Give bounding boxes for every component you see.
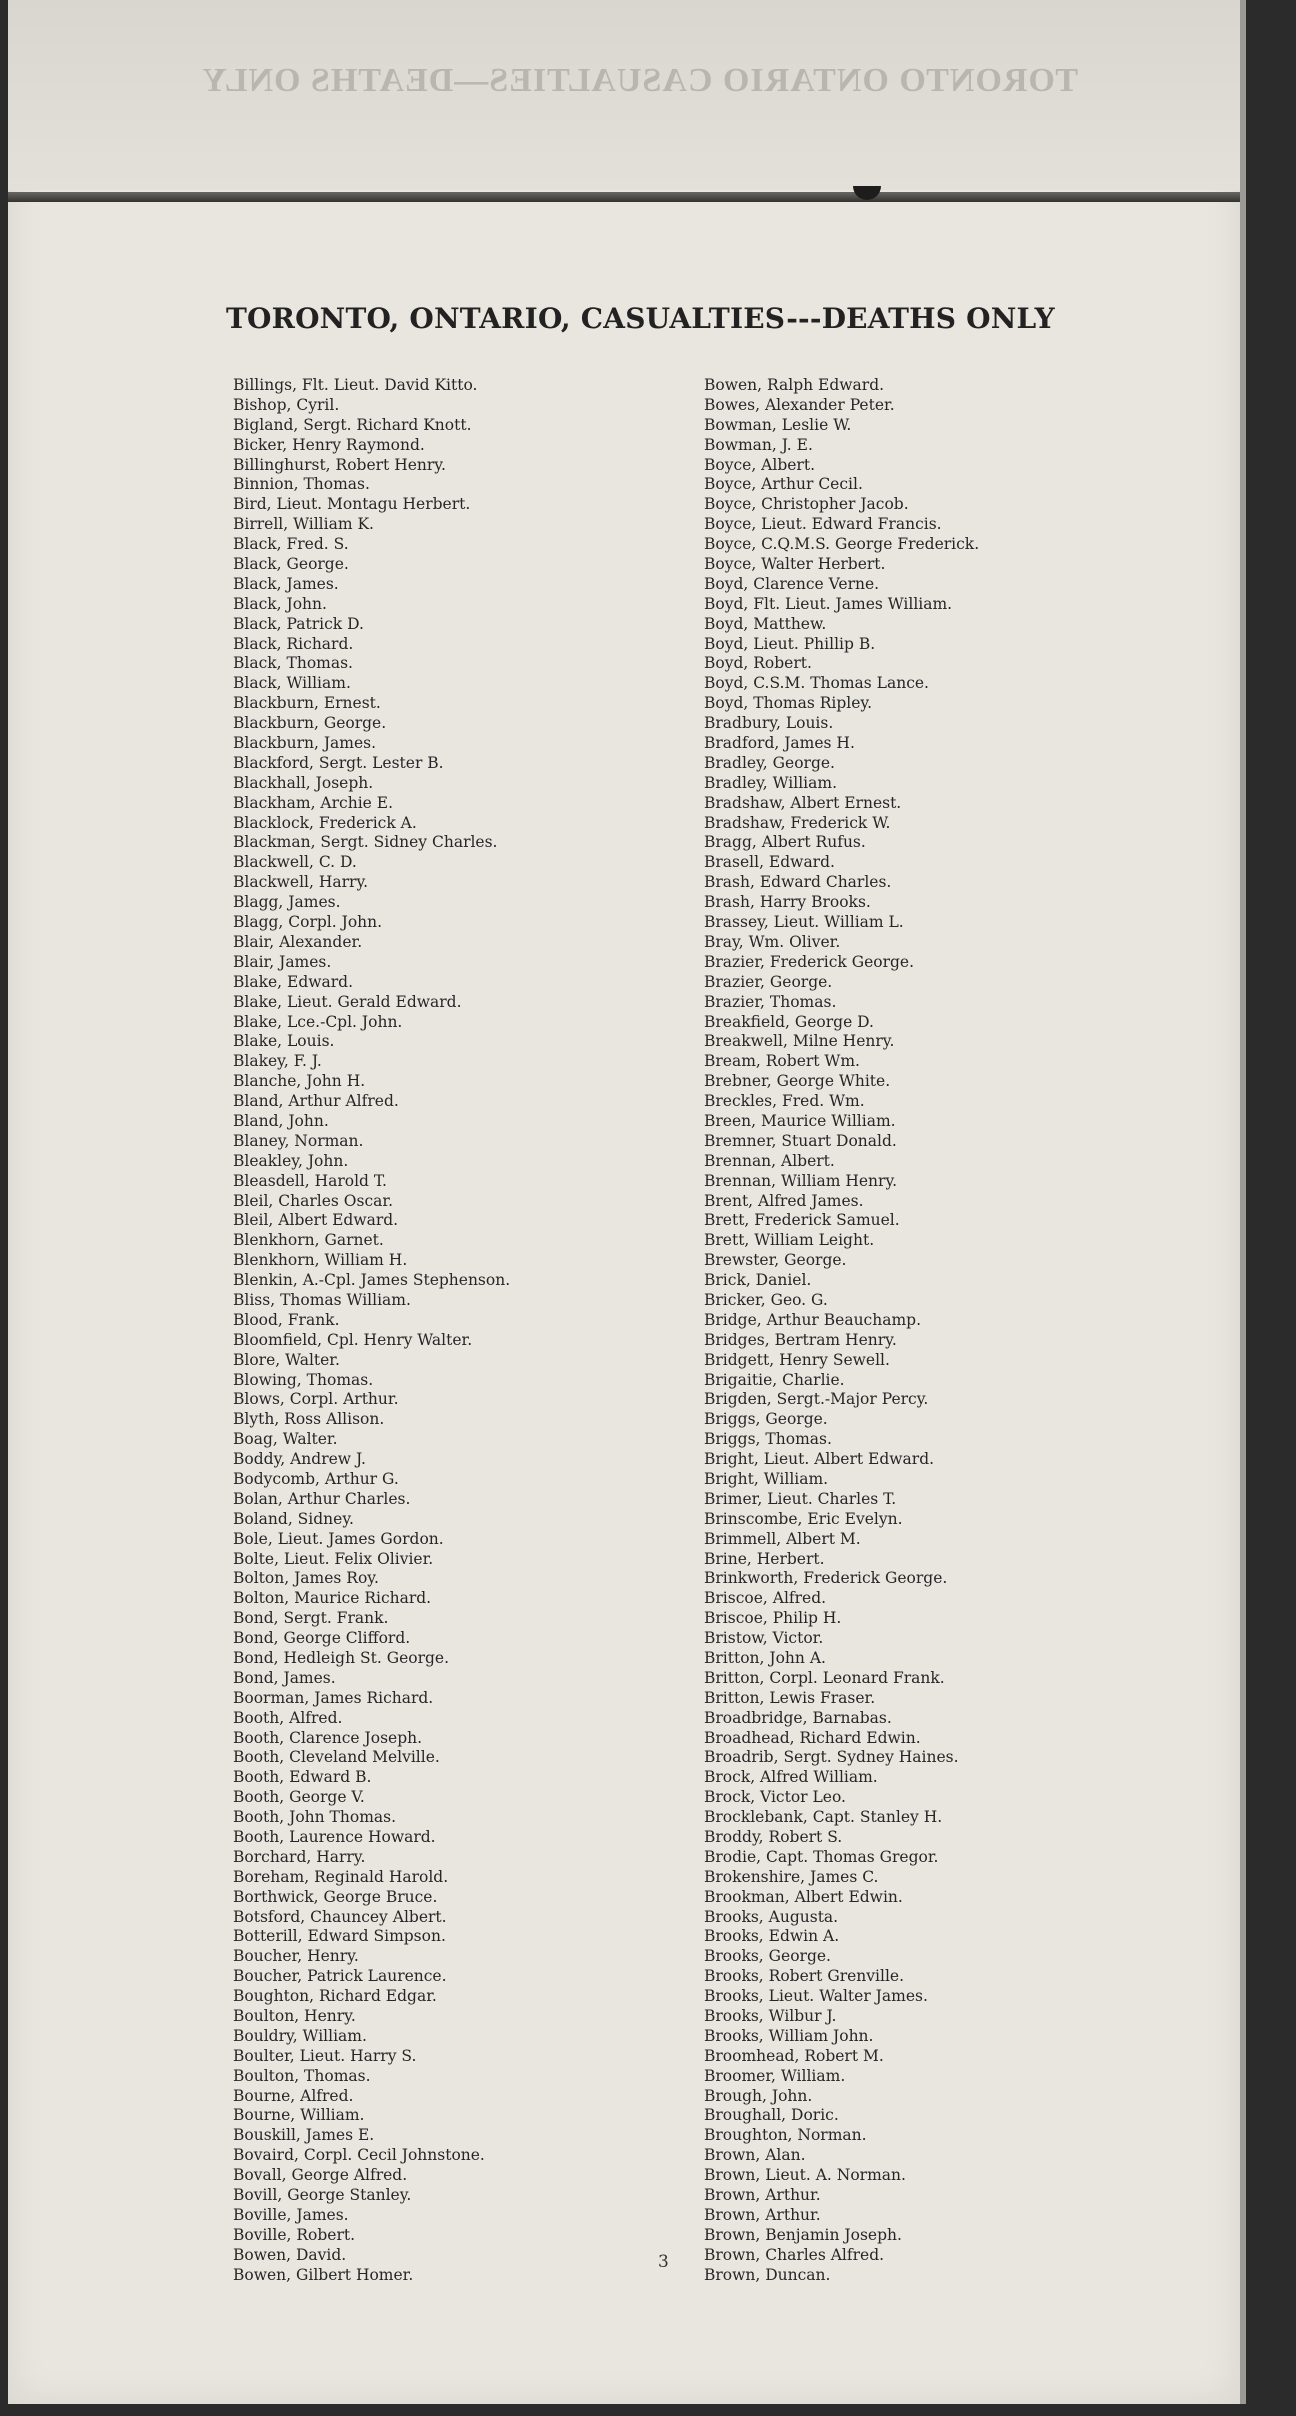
casualty-entry: Booth, George V. (233, 1788, 365, 1807)
casualty-entry: Bolan, Arthur Charles. (233, 1489, 411, 1508)
casualty-entry: Bradshaw, Albert Ernest. (704, 793, 902, 812)
casualty-entry: Brock, Alfred William. (704, 1768, 878, 1787)
casualty-entry: Brooks, George. (704, 1947, 831, 1966)
casualty-entry: Boughton, Richard Edgar. (233, 1987, 437, 2006)
casualty-entry: Bigland, Sergt. Richard Knott. (233, 415, 472, 434)
casualty-entry: Boville, James. (233, 2205, 349, 2224)
casualty-entry: Brigden, Sergt.-Major Percy. (704, 1390, 929, 1409)
casualty-entry: Blackman, Sergt. Sidney Charles. (233, 833, 498, 852)
casualty-entry: Blake, Louis. (233, 1032, 335, 1051)
casualty-entry: Brimmell, Albert M. (704, 1529, 861, 1548)
casualty-entry: Bright, William. (704, 1469, 829, 1488)
casualty-entry: Breckles, Fred. Wm. (704, 1092, 865, 1111)
casualty-entry: Broughton, Norman. (704, 2126, 867, 2145)
casualty-entry: Bragg, Albert Rufus. (704, 833, 866, 852)
casualty-entry: Boville, Robert. (233, 2225, 356, 2244)
casualty-entry: Bolton, James Roy. (233, 1569, 379, 1588)
casualty-entry: Broadrib, Sergt. Sydney Haines. (704, 1748, 959, 1767)
casualty-entry: Bowen, Ralph Edward. (704, 376, 885, 394)
casualty-entry: Bristow, Victor. (704, 1629, 824, 1648)
casualty-entry: Bishop, Cyril. (233, 395, 340, 414)
casualty-entry: Broomer, William. (704, 2066, 846, 2085)
casualty-entry: Bovill, George Stanley. (233, 2186, 412, 2205)
casualty-entry: Breakwell, Milne Henry. (704, 1032, 895, 1051)
casualty-entry: Bridges, Bertram Henry. (704, 1330, 897, 1349)
casualty-entry: Boyd, Clarence Verne. (704, 574, 880, 593)
casualty-entry: Blowing, Thomas. (233, 1370, 374, 1389)
casualty-entry: Boyce, Arthur Cecil. (704, 475, 863, 494)
casualty-entry: Black, George. (233, 555, 349, 574)
casualty-entry: Black, William. (233, 674, 351, 693)
casualty-entry: Brooks, Edwin A. (704, 1927, 840, 1946)
casualty-entry: Bleil, Albert Edward. (233, 1211, 399, 1230)
casualty-entry: Boyce, Lieut. Edward Francis. (704, 515, 942, 534)
casualty-entry: Brigaitie, Charlie. (704, 1370, 845, 1389)
casualty-entry: Bland, John. (233, 1111, 329, 1130)
casualty-entry: Booth, Alfred. (233, 1708, 343, 1727)
casualty-entry: Brash, Edward Charles. (704, 873, 892, 892)
casualty-entry: Blenkhorn, William H. (233, 1251, 408, 1270)
casualty-entry: Boyce, Walter Herbert. (704, 555, 886, 574)
casualty-entry: Brokenshire, James C. (704, 1867, 879, 1886)
casualty-entry: Boucher, Patrick Laurence. (233, 1967, 447, 1986)
casualty-entry: Bowman, J. E. (704, 435, 813, 454)
casualty-entry: Blake, Lce.-Cpl. John. (233, 1012, 403, 1031)
casualty-entry: Brown, Charles Alfred. (704, 2245, 885, 2264)
casualty-entry: Brazier, Frederick George. (704, 952, 915, 971)
casualty-entry: Bond, Hedleigh St. George. (233, 1649, 450, 1667)
casualty-entry: Bray, Wm. Oliver. (704, 932, 841, 951)
casualty-entry: Brazier, Thomas. (704, 992, 837, 1011)
casualty-entry: Blackburn, James. (233, 734, 377, 753)
casualty-entry: Blagg, Corpl. John. (233, 913, 383, 932)
casualty-entry: Boyce, C.Q.M.S. George Frederick. (704, 535, 980, 554)
casualty-entry: Broddy, Robert S. (704, 1828, 843, 1847)
casualty-entry: Blackford, Sergt. Lester B. (233, 753, 444, 772)
casualty-entry: Brassey, Lieut. William L. (704, 913, 904, 932)
casualty-entry: Brine, Herbert. (704, 1549, 825, 1568)
casualty-entry: Breakfield, George D. (704, 1012, 874, 1031)
casualty-entry: Bovall, George Alfred. (233, 2166, 408, 2185)
casualty-entry: Brookman, Albert Edwin. (704, 1887, 903, 1906)
casualty-entry: Bolton, Maurice Richard. (233, 1589, 432, 1608)
casualty-entry: Broadhead, Richard Edwin. (704, 1728, 921, 1747)
casualty-entry: Boulter, Lieut. Harry S. (233, 2046, 417, 2065)
casualty-entry: Black, James. (233, 574, 339, 593)
casualty-entry: Blake, Lieut. Gerald Edward. (233, 992, 462, 1011)
casualty-entry: Brazier, George. (704, 972, 833, 991)
casualty-entry: Bowen, Gilbert Homer. (233, 2265, 414, 2284)
casualty-entry: Bourne, Alfred. (233, 2086, 354, 2105)
casualty-entry: Binnion, Thomas. (233, 475, 370, 494)
casualty-entry: Borthwick, George Bruce. (233, 1887, 438, 1906)
casualty-entry: Bleakley, John. (233, 1151, 349, 1170)
casualty-entry: Bird, Lieut. Montagu Herbert. (233, 495, 471, 514)
casualty-entry: Blackhall, Joseph. (233, 773, 374, 792)
casualty-entry: Brocklebank, Capt. Stanley H. (704, 1808, 943, 1827)
casualty-entry: Blackburn, Ernest. (233, 694, 381, 713)
casualty-entry: Black, John. (233, 594, 327, 613)
casualty-entry: Blyth, Ross Allison. (233, 1410, 385, 1429)
casualty-entry: Blaney, Norman. (233, 1131, 364, 1150)
casualty-entry: Billinghurst, Robert Henry. (233, 455, 446, 474)
right-name-column (704, 376, 979, 2286)
casualty-entry: Black, Fred. S. (233, 535, 349, 554)
casualty-entry: Bland, Arthur Alfred. (233, 1092, 399, 1111)
casualty-entry: Bicker, Henry Raymond. (233, 435, 425, 454)
casualty-entry: Bouskill, James E. (233, 2126, 375, 2145)
casualty-entry: Brewster, George. (704, 1251, 847, 1270)
casualty-entry: Brown, Arthur. (704, 2205, 821, 2224)
casualty-entry: Brown, Duncan. (704, 2265, 831, 2284)
casualty-entry: Brooks, Robert Grenville. (704, 1967, 905, 1986)
casualty-entry: Breen, Maurice William. (704, 1111, 896, 1130)
casualty-entry: Bradford, James H. (704, 734, 855, 753)
casualty-entry: Bleasdell, Harold T. (233, 1171, 387, 1190)
casualty-entry: Boddy, Andrew J. (233, 1450, 366, 1469)
casualty-entry: Boyd, C.S.M. Thomas Lance. (704, 674, 929, 693)
casualty-entry: Brown, Lieut. A. Norman. (704, 2166, 906, 2185)
casualty-entry: Bridge, Arthur Beauchamp. (704, 1310, 921, 1329)
casualty-entry: Brough, John. (704, 2086, 813, 2105)
casualty-entry: Bright, Lieut. Albert Edward. (704, 1450, 935, 1469)
casualty-entry: Borchard, Harry. (233, 1847, 366, 1866)
casualty-entry: Britton, Lewis Fraser. (704, 1688, 876, 1707)
casualty-entry: Bliss, Thomas William. (233, 1290, 411, 1309)
casualty-entry: Bradbury, Louis. (704, 714, 834, 733)
casualty-entry: Botsford, Chauncey Albert. (233, 1907, 447, 1926)
casualty-entry: Birrell, William K. (233, 515, 374, 534)
casualty-entry: Bowman, Leslie W. (704, 415, 852, 434)
casualty-entry: Bleil, Charles Oscar. (233, 1191, 394, 1210)
casualty-entry: Brent, Alfred James. (704, 1191, 864, 1210)
casualty-entry: Brooks, Wilbur J. (704, 2007, 837, 2026)
casualty-entry: Blakey, F. J. (233, 1052, 322, 1071)
casualty-entry: Bricker, Geo. G. (704, 1290, 828, 1309)
casualty-entry: Broomhead, Robert M. (704, 2046, 884, 2065)
casualty-entry: Blacklock, Frederick A. (233, 813, 417, 832)
casualty-entry: Bridgett, Henry Sewell. (704, 1350, 890, 1369)
casualty-entry: Briscoe, Philip H. (704, 1609, 842, 1628)
bleed-through-title: TORONTO ONTARIO CASUALTIES—DEATHS ONLY (201, 62, 1078, 99)
casualty-entry: Boorman, James Richard. (233, 1688, 434, 1707)
casualty-entry: Broughall, Doric. (704, 2106, 839, 2125)
casualty-entry: Billings, Flt. Lieut. David Kitto. (233, 376, 478, 394)
casualty-entry: Boyd, Thomas Ripley. (704, 694, 873, 713)
page-title: TORONTO, ONTARIO, CASUALTIES---DEATHS ONLY (226, 302, 1055, 335)
casualty-entry: Blackwell, C. D. (233, 853, 357, 872)
casualty-entry: Boyce, Christopher Jacob. (704, 495, 909, 514)
casualty-entry: Brinkworth, Frederick George. (704, 1569, 948, 1588)
page-fold-divider (8, 192, 1240, 202)
casualty-entry: Bodycomb, Arthur G. (233, 1469, 399, 1488)
casualty-entry: Blanche, John H. (233, 1072, 366, 1091)
casualty-entry: Britton, Corpl. Leonard Frank. (704, 1668, 945, 1687)
casualty-entry: Blood, Frank. (233, 1310, 340, 1329)
casualty-entry: Blake, Edward. (233, 972, 354, 991)
casualty-entry: Blows, Corpl. Arthur. (233, 1390, 399, 1409)
casualty-entry: Boreham, Reginald Harold. (233, 1867, 449, 1886)
casualty-entry: Bowes, Alexander Peter. (704, 395, 895, 414)
casualty-entry: Bradley, George. (704, 753, 835, 772)
casualty-entry: Brooks, William John. (704, 2026, 874, 2045)
casualty-entry: Briscoe, Alfred. (704, 1589, 827, 1608)
casualty-entry: Brooks, Lieut. Walter James. (704, 1987, 928, 2006)
casualty-entry: Boyd, Lieut. Phillip B. (704, 634, 876, 653)
casualty-entry: Booth, John Thomas. (233, 1808, 397, 1827)
casualty-entry: Blagg, James. (233, 893, 341, 912)
casualty-entry: Brett, William Leight. (704, 1231, 875, 1250)
casualty-entry: Brennan, Albert. (704, 1151, 835, 1170)
casualty-entry: Blair, James. (233, 952, 332, 971)
casualty-entry: Boulton, Henry. (233, 2007, 356, 2026)
casualty-entry: Bond, Sergt. Frank. (233, 1609, 389, 1628)
left-name-column (233, 376, 510, 2286)
casualty-entry: Briggs, Thomas. (704, 1430, 832, 1449)
casualty-entry: Booth, Laurence Howard. (233, 1828, 436, 1847)
casualty-entry: Brinscombe, Eric Evelyn. (704, 1509, 903, 1528)
casualty-entry: Bowen, David. (233, 2245, 347, 2264)
casualty-entry: Bouldry, William. (233, 2026, 367, 2045)
casualty-entry: Brimer, Lieut. Charles T. (704, 1489, 897, 1508)
casualty-entry: Brett, Frederick Samuel. (704, 1211, 900, 1230)
casualty-entry: Blenkhorn, Garnet. (233, 1231, 384, 1250)
casualty-entry: Black, Thomas. (233, 654, 353, 673)
casualty-entry: Botterill, Edward Simpson. (233, 1927, 446, 1946)
casualty-entry: Brown, Arthur. (704, 2186, 821, 2205)
casualty-entry: Black, Patrick D. (233, 614, 364, 633)
casualty-entry: Blackburn, George. (233, 714, 387, 733)
casualty-entry: Brennan, William Henry. (704, 1171, 898, 1190)
casualty-entry: Booth, Clarence Joseph. (233, 1728, 423, 1747)
casualty-entry: Bradshaw, Frederick W. (704, 813, 891, 832)
casualty-entry: Blackwell, Harry. (233, 873, 369, 892)
document-page (8, 0, 1246, 2404)
casualty-entry: Boyd, Flt. Lieut. James William. (704, 594, 953, 613)
casualty-entry: Briggs, George. (704, 1410, 828, 1429)
casualty-entry: Booth, Edward B. (233, 1768, 372, 1787)
casualty-entry: Brash, Harry Brooks. (704, 893, 871, 912)
casualty-entry: Boag, Walter. (233, 1430, 338, 1449)
casualty-entry: Bradley, William. (704, 773, 837, 792)
casualty-entry: Bovaird, Corpl. Cecil Johnstone. (233, 2146, 485, 2165)
casualty-entry: Boyd, Robert. (704, 654, 812, 673)
casualty-entry: Brick, Daniel. (704, 1271, 812, 1290)
casualty-entry: Boulton, Thomas. (233, 2066, 371, 2085)
casualty-entry: Brasell, Edward. (704, 853, 835, 872)
casualty-entry: Bloomfield, Cpl. Henry Walter. (233, 1330, 473, 1349)
casualty-entry: Brooks, Augusta. (704, 1907, 839, 1926)
previous-page-strip (8, 0, 1240, 190)
casualty-entry: Black, Richard. (233, 634, 354, 653)
casualty-entry: Brock, Victor Leo. (704, 1788, 846, 1807)
casualty-entry: Bolte, Lieut. Felix Olivier. (233, 1549, 434, 1568)
casualty-entry: Bourne, William. (233, 2106, 365, 2125)
page-number: 3 (658, 2252, 669, 2272)
casualty-entry: Brown, Alan. (704, 2146, 806, 2165)
casualty-entry: Bond, James. (233, 1668, 336, 1687)
casualty-entry: Booth, Cleveland Melville. (233, 1748, 440, 1767)
casualty-entry: Blenkin, A.-Cpl. James Stephenson. (233, 1271, 511, 1290)
casualty-entry: Bole, Lieut. James Gordon. (233, 1529, 444, 1548)
casualty-entry: Boyce, Albert. (704, 455, 815, 474)
casualty-entry: Bremner, Stuart Donald. (704, 1131, 897, 1150)
casualty-entry: Boyd, Matthew. (704, 614, 827, 633)
casualty-entry: Brodie, Capt. Thomas Gregor. (704, 1847, 939, 1866)
casualty-entry: Britton, John A. (704, 1649, 826, 1667)
casualty-entry: Bream, Robert Wm. (704, 1052, 860, 1071)
casualty-entry: Brebner, George White. (704, 1072, 891, 1091)
casualty-entry: Boucher, Henry. (233, 1947, 359, 1966)
casualty-entry: Boland, Sidney. (233, 1509, 354, 1528)
casualty-entry: Brown, Benjamin Joseph. (704, 2225, 902, 2244)
casualty-entry: Blair, Alexander. (233, 932, 363, 951)
casualty-entry: Bond, George Clifford. (233, 1629, 411, 1648)
casualty-entry: Blackham, Archie E. (233, 793, 394, 812)
casualty-entry: Broadbridge, Barnabas. (704, 1708, 892, 1727)
casualty-entry: Blore, Walter. (233, 1350, 340, 1369)
